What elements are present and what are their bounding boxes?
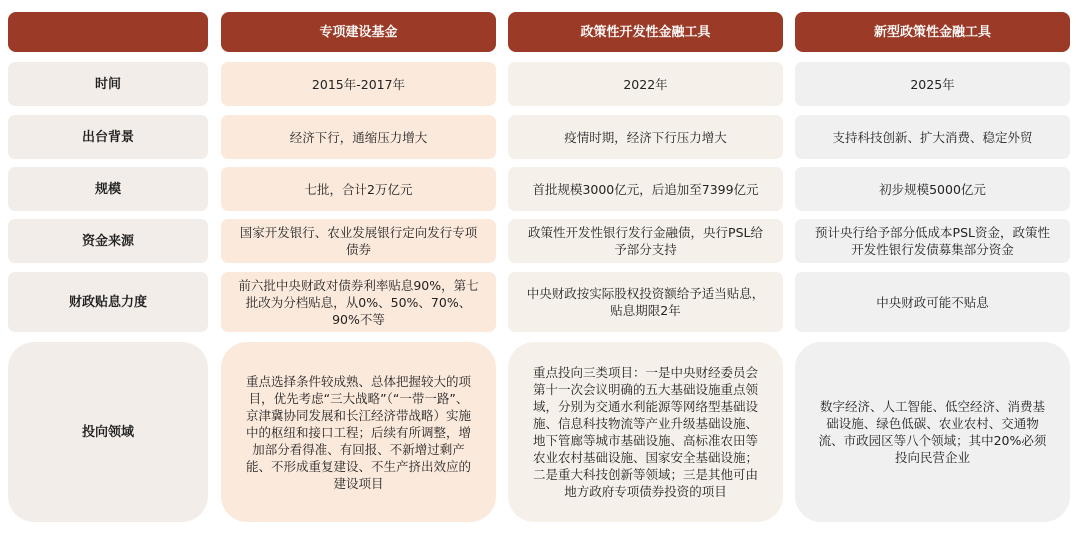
- cell-funding-col2: 政策性开发性银行发行金融债，央行PSL给予部分支持: [508, 219, 783, 263]
- cell-subsidy-col1: 前六批中央财政对债券利率贴息90%，第七批改为分档贴息，从0%、50%、70%、90%不等: [221, 272, 496, 332]
- cell-scale-col2: 首批规模3000亿元，后追加至7399亿元: [508, 167, 783, 211]
- cell-investment-col1: 重点选择条件较成熟、总体把握较大的项目，优先考虑“三大战略”（“一带一路”、京津冀协同发展和长江经济带战略）实施中的枢纽和接口工程；后续有所调整，增加部分看得准、有回报、不新增过剩产能、不形成重复建设、不生产挤出效应的建设项目: [221, 342, 496, 522]
- cell-time-col3: 2025年: [795, 62, 1070, 106]
- row-label-investment-fields: 投向领域: [8, 342, 208, 522]
- cell-subsidy-col3: 中央财政可能不贴息: [795, 272, 1070, 332]
- cell-investment-col3: 数字经济、人工智能、低空经济、消费基础设施、绿色低碳、农业农村、交通物流、市政园区等八个领域；其中20%必须投向民营企业: [795, 342, 1070, 522]
- header-new-policy-finance-tool: 新型政策性金融工具: [795, 12, 1070, 52]
- cell-background-col2: 疫情时期，经济下行压力增大: [508, 115, 783, 159]
- cell-subsidy-col2: 中央财政按实际股权投资额给予适当贴息，贴息期限2年: [508, 272, 783, 332]
- row-label-background: 出台背景: [8, 115, 208, 159]
- row-label-time: 时间: [8, 62, 208, 106]
- row-label-scale: 规模: [8, 167, 208, 211]
- cell-funding-col1: 国家开发银行、农业发展银行定向发行专项债券: [221, 219, 496, 263]
- cell-time-col1: 2015年-2017年: [221, 62, 496, 106]
- cell-investment-col2: 重点投向三类项目：一是中央财经委员会第十一次会议明确的五大基础设施重点领域，分别为交通水利能源等网络型基础设施、信息科技物流等产业升级基础设施、地下管廊等城市基础设施、高标准农田等农业农村基础设施、国家安全基础设施；二是重大科技创新等领域；三是其他可由地方政府专项债券投资的项目: [508, 342, 783, 522]
- cell-background-col3: 支持科技创新、扩大消费、稳定外贸: [795, 115, 1070, 159]
- corner-header-blank: [8, 12, 208, 52]
- cell-funding-col3: 预计央行给予部分低成本PSL资金，政策性开发性银行发债募集部分资金: [795, 219, 1070, 263]
- row-label-funding-source: 资金来源: [8, 219, 208, 263]
- cell-scale-col1: 七批，合计2万亿元: [221, 167, 496, 211]
- header-special-construction-fund: 专项建设基金: [221, 12, 496, 52]
- cell-scale-col3: 初步规模5000亿元: [795, 167, 1070, 211]
- row-label-interest-subsidy: 财政贴息力度: [8, 272, 208, 332]
- cell-background-col1: 经济下行，通缩压力增大: [221, 115, 496, 159]
- header-policy-dev-finance-tool: 政策性开发性金融工具: [508, 12, 783, 52]
- cell-time-col2: 2022年: [508, 62, 783, 106]
